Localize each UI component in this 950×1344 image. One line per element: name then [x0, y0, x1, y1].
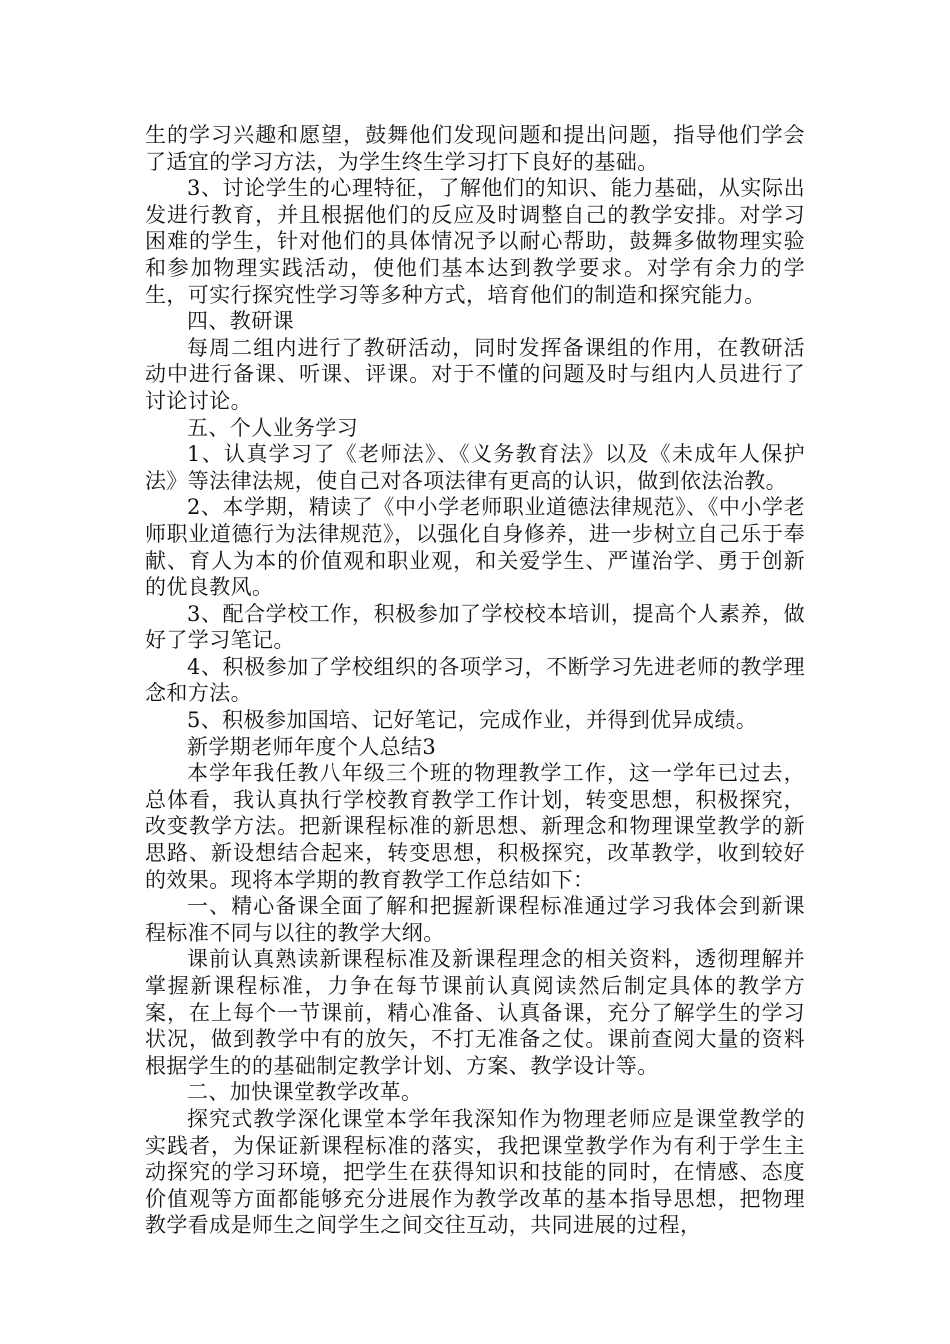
paragraph: 5、积极参加国培、记好笔记，完成作业，并得到优异成绩。	[187, 708, 758, 733]
paragraph: 3、配合学校工作，积极参加了学校校本培训，提高个人素养，做好了学习笔记。	[145, 601, 805, 653]
paragraph: 1、认真学习了《老师法》、《义务教育法》以及《未成年人保护法》等法律法规，使自己对各项法律有更高的认识，做到依法治教。	[145, 442, 805, 493]
paragraph: 探究式教学深化课堂本学年我深知作为物理老师应是课堂教学的实践者，为保证新课程标准的落实，我把课堂教学作为有利于学生主动探究的学习环境，把学生在获得知识和技能的同时，在情感、态度价值观等方面都能够充分进展作为教学改革的基本指导思想，把物理教学看成是师生之间学生之间交往互动，共同进展的过程，	[145, 1106, 805, 1238]
paragraph: 本学年我任教八年级三个班的物理教学工作，这一学年已过去，总体看，我认真执行学校教育教学工作计划，转变思想，积极探究，改变教学方法。把新课程标准的新思想、新理念和物理课堂教学的新思路、新设想结合起来，转变思想，积极探究，改革教学，收到较好的效果。现将本学期的教育教学工作总结如下：	[145, 761, 805, 892]
document-section-title: 新学期老师年度个人总结3	[187, 734, 437, 759]
document-page	[145, 122, 805, 1239]
section-heading: 二、加快课堂教学改革。	[187, 1080, 423, 1105]
paragraph: 生的学习兴趣和愿望，鼓舞他们发现问题和提出问题，指导他们学会了适宜的学习方法，为学生终生学习打下良好的基础。	[145, 123, 805, 174]
section-heading: 五、个人业务学习	[187, 415, 359, 440]
paragraph: 4、积极参加了学校组织的各项学习，不断学习先进老师的教学理念和方法。	[145, 654, 805, 706]
paragraph: 一、精心备课全面了解和把握新课程标准通过学习我体会到新课程标准不同与以往的教学大纲。	[145, 894, 805, 945]
paragraph: 课前认真熟读新课程标准及新课程理念的相关资料，透彻理解并掌握新课程标准，力争在每节课前认真阅读然后制定具体的教学方案，在上每个一节课前，精心准备、认真备课，充分了解学生的学习状况，做到教学中有的放矢，不打无准备之仗。课前查阅大量的资料根据学生的的基础制定教学计划、方案、教学设计等。	[145, 947, 805, 1078]
paragraph: 3、讨论学生的心理特征，了解他们的知识、能力基础，从实际出发进行教育，并且根据他们的反应及时调整自己的教学安排。对学习困难的学生，针对他们的具体情况予以耐心帮助，鼓舞多做物理实验和参加物理实践活动，使他们基本达到教学要求。对学有余力的学生，可实行探究性学习等多种方式，培育他们的制造和探究能力。	[145, 176, 805, 307]
paragraph: 每周二组内进行了教研活动，同时发挥备课组的作用，在教研活动中进行备课、听课、评课。对于不懂的问题及时与组内人员进行了讨论讨论。	[145, 335, 805, 413]
paragraph: 2、本学期，精读了《中小学老师职业道德法律规范》、《中小学老师职业道德行为法律规范》，以强化自身修养，进一步树立自己乐于奉献、育人为本的价值观和职业观，和关爱学生、严谨治学、勇于创新的优良教风。	[145, 495, 805, 600]
section-heading: 四、教研课	[187, 309, 294, 334]
